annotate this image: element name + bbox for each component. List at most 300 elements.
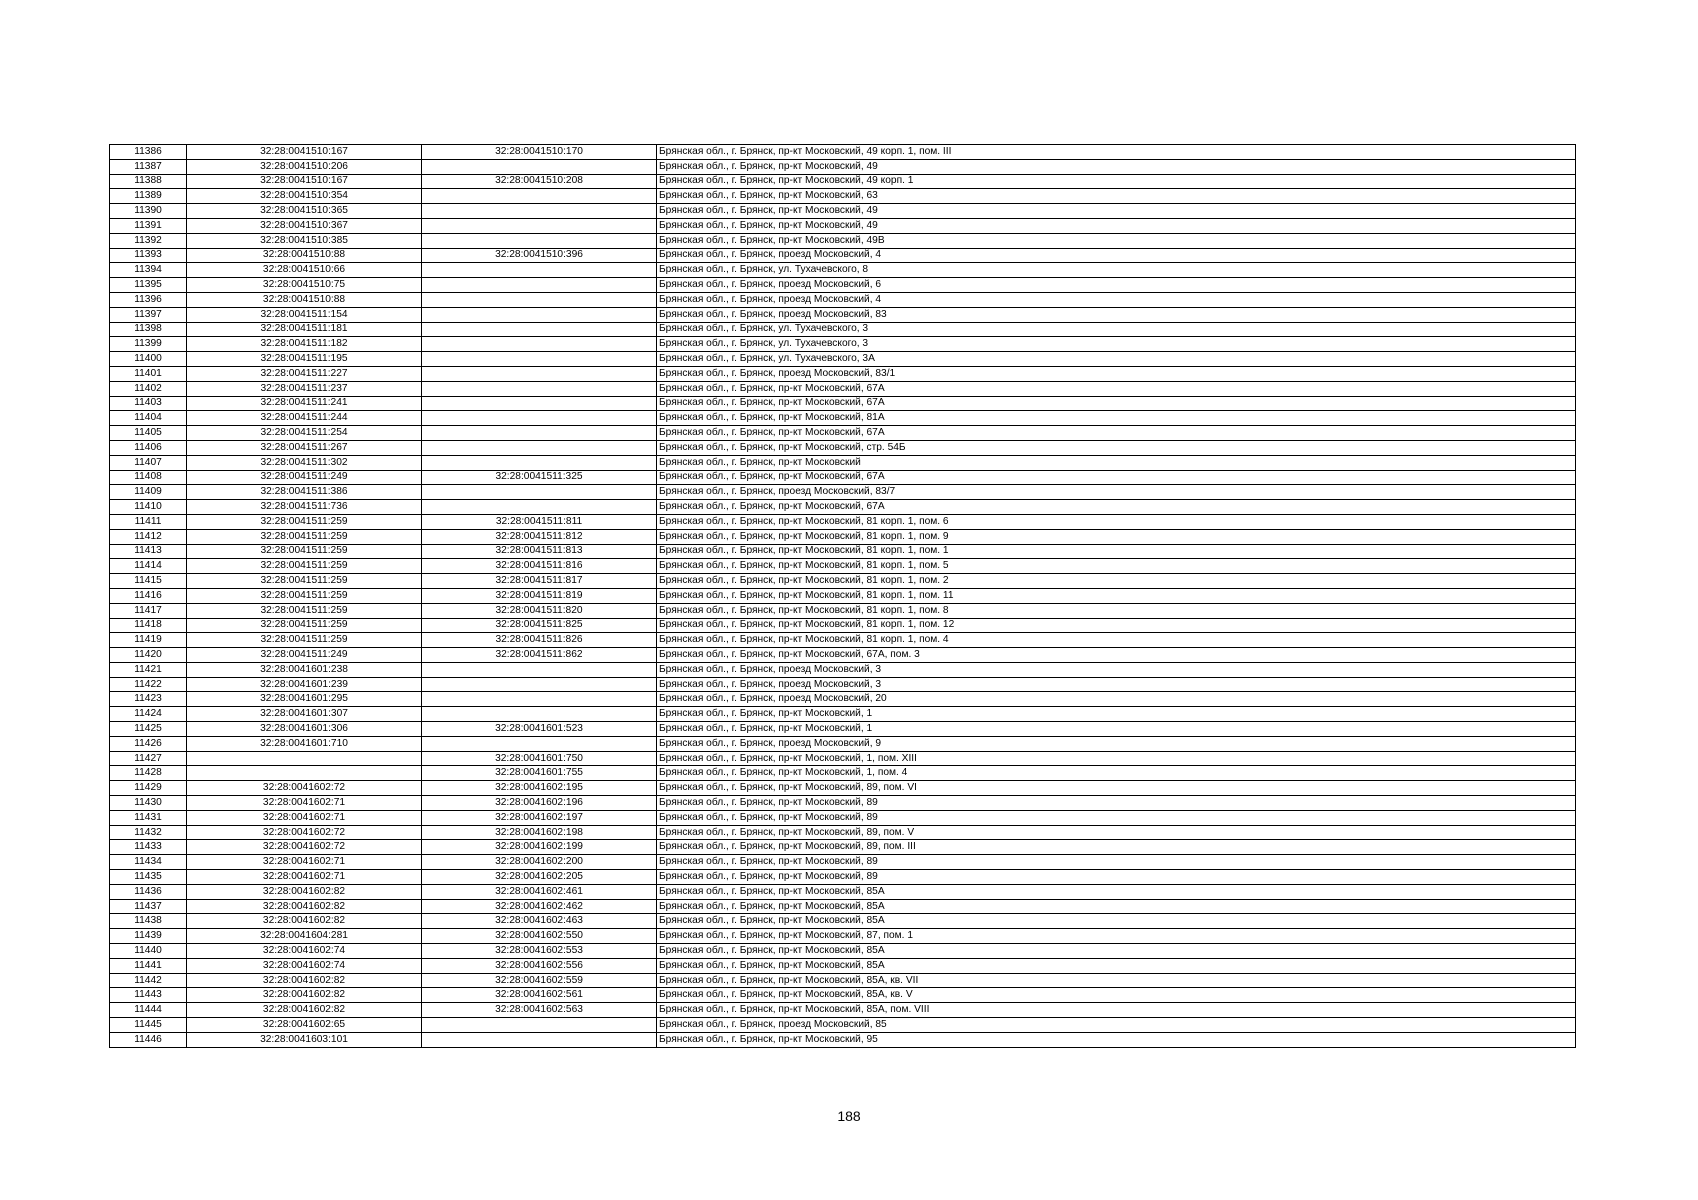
- table-row: [110, 1018, 1576, 1033]
- table-row: [110, 603, 1576, 618]
- table-row: [110, 1003, 1576, 1018]
- row-number-cell: 11389: [110, 189, 187, 204]
- address-cell: Брянская обл., г. Брянск, пр-кт Московский, 89, пом. III: [657, 840, 1576, 855]
- table-row: [110, 929, 1576, 944]
- table-row: [110, 722, 1576, 737]
- row-number-cell: 11438: [110, 914, 187, 929]
- table-row: [110, 529, 1576, 544]
- object-cadastral-number-cell: 32:28:0041511:826: [422, 633, 657, 648]
- address-cell: Брянская обл., г. Брянск, пр-кт Московский, 67А: [657, 396, 1576, 411]
- row-number-cell: 11392: [110, 233, 187, 248]
- parcel-cadastral-number-cell: 32:28:0041602:72: [187, 781, 422, 796]
- parcel-cadastral-number-cell: 32:28:0041602:82: [187, 914, 422, 929]
- row-number-cell: 11432: [110, 825, 187, 840]
- address-cell: Брянская обл., г. Брянск, пр-кт Московский, 81 корп. 1, пом. 2: [657, 574, 1576, 589]
- address-cell: Брянская обл., г. Брянск, пр-кт Московский, 1, пом. XIII: [657, 751, 1576, 766]
- row-number-cell: 11415: [110, 574, 187, 589]
- parcel-cadastral-number-cell: 32:28:0041602:71: [187, 855, 422, 870]
- object-cadastral-number-cell: 32:28:0041601:750: [422, 751, 657, 766]
- address-cell: Брянская обл., г. Брянск, пр-кт Московский, 81А: [657, 411, 1576, 426]
- row-number-cell: 11394: [110, 263, 187, 278]
- object-cadastral-number-cell: 32:28:0041511:817: [422, 574, 657, 589]
- object-cadastral-number-cell: [422, 233, 657, 248]
- address-cell: Брянская обл., г. Брянск, пр-кт Московский, 81 корп. 1, пом. 4: [657, 633, 1576, 648]
- parcel-cadastral-number-cell: 32:28:0041602:82: [187, 899, 422, 914]
- row-number-cell: 11436: [110, 884, 187, 899]
- table-row: [110, 278, 1576, 293]
- address-cell: Брянская обл., г. Брянск, пр-кт Московский, 49 корп. 1, пом. III: [657, 145, 1576, 160]
- row-number-cell: 11414: [110, 559, 187, 574]
- address-cell: Брянская обл., г. Брянск, пр-кт Московский, 87, пом. 1: [657, 929, 1576, 944]
- table-row: [110, 292, 1576, 307]
- object-cadastral-number-cell: 32:28:0041602:556: [422, 958, 657, 973]
- parcel-cadastral-number-cell: 32:28:0041511:259: [187, 618, 422, 633]
- row-number-cell: 11410: [110, 500, 187, 515]
- object-cadastral-number-cell: 32:28:0041510:396: [422, 248, 657, 263]
- parcel-cadastral-number-cell: 32:28:0041511:259: [187, 514, 422, 529]
- address-cell: Брянская обл., г. Брянск, пр-кт Московский, 85А, кв. VII: [657, 973, 1576, 988]
- object-cadastral-number-cell: [422, 204, 657, 219]
- address-cell: Брянская обл., г. Брянск, пр-кт Московский, 89: [657, 810, 1576, 825]
- object-cadastral-number-cell: 32:28:0041511:819: [422, 588, 657, 603]
- table-row: [110, 692, 1576, 707]
- address-cell: Брянская обл., г. Брянск, пр-кт Московский, 49: [657, 159, 1576, 174]
- table-row: [110, 366, 1576, 381]
- object-cadastral-number-cell: [422, 352, 657, 367]
- table-row: [110, 544, 1576, 559]
- row-number-cell: 11417: [110, 603, 187, 618]
- parcel-cadastral-number-cell: 32:28:0041511:259: [187, 603, 422, 618]
- parcel-cadastral-number-cell: 32:28:0041511:227: [187, 366, 422, 381]
- table-row: [110, 485, 1576, 500]
- row-number-cell: 11437: [110, 899, 187, 914]
- row-number-cell: 11388: [110, 174, 187, 189]
- address-cell: Брянская обл., г. Брянск, пр-кт Московский, 81 корп. 1, пом. 12: [657, 618, 1576, 633]
- address-cell: Брянская обл., г. Брянск, ул. Тухачевского, 3: [657, 322, 1576, 337]
- table-row: [110, 988, 1576, 1003]
- address-cell: Брянская обл., г. Брянск, проезд Московский, 83: [657, 307, 1576, 322]
- parcel-cadastral-number-cell: 32:28:0041510:206: [187, 159, 422, 174]
- page-number: 188: [837, 1108, 861, 1124]
- address-cell: Брянская обл., г. Брянск, проезд Московский, 85: [657, 1018, 1576, 1033]
- table-row: [110, 574, 1576, 589]
- row-number-cell: 11386: [110, 145, 187, 160]
- object-cadastral-number-cell: [422, 500, 657, 515]
- parcel-cadastral-number-cell: 32:28:0041602:72: [187, 840, 422, 855]
- parcel-cadastral-number-cell: 32:28:0041602:82: [187, 973, 422, 988]
- object-cadastral-number-cell: 32:28:0041602:205: [422, 870, 657, 885]
- object-cadastral-number-cell: 32:28:0041602:463: [422, 914, 657, 929]
- object-cadastral-number-cell: [422, 440, 657, 455]
- table-row: [110, 322, 1576, 337]
- table-row: [110, 944, 1576, 959]
- row-number-cell: 11387: [110, 159, 187, 174]
- table-row: [110, 796, 1576, 811]
- address-cell: Брянская обл., г. Брянск, пр-кт Московский, 89: [657, 870, 1576, 885]
- object-cadastral-number-cell: 32:28:0041602:461: [422, 884, 657, 899]
- parcel-cadastral-number-cell: 32:28:0041511:249: [187, 648, 422, 663]
- object-cadastral-number-cell: [422, 426, 657, 441]
- parcel-cadastral-number-cell: 32:28:0041602:82: [187, 1003, 422, 1018]
- row-number-cell: 11430: [110, 796, 187, 811]
- row-number-cell: 11420: [110, 648, 187, 663]
- table-row: [110, 189, 1576, 204]
- table-row: [110, 781, 1576, 796]
- row-number-cell: 11399: [110, 337, 187, 352]
- table-row: [110, 307, 1576, 322]
- object-cadastral-number-cell: 32:28:0041510:170: [422, 145, 657, 160]
- row-number-cell: 11426: [110, 736, 187, 751]
- parcel-cadastral-number-cell: 32:28:0041511:254: [187, 426, 422, 441]
- parcel-cadastral-number-cell: 32:28:0041510:365: [187, 204, 422, 219]
- table-row: [110, 633, 1576, 648]
- address-cell: Брянская обл., г. Брянск, проезд Московский, 3: [657, 677, 1576, 692]
- object-cadastral-number-cell: 32:28:0041602:563: [422, 1003, 657, 1018]
- parcel-cadastral-number-cell: 32:28:0041601:295: [187, 692, 422, 707]
- parcel-cadastral-number-cell: 32:28:0041601:307: [187, 707, 422, 722]
- table-row: [110, 766, 1576, 781]
- parcel-cadastral-number-cell: 32:28:0041602:74: [187, 944, 422, 959]
- object-cadastral-number-cell: [422, 396, 657, 411]
- row-number-cell: 11416: [110, 588, 187, 603]
- row-number-cell: 11402: [110, 381, 187, 396]
- table-row: [110, 648, 1576, 663]
- address-cell: Брянская обл., г. Брянск, пр-кт Московский, 67А: [657, 381, 1576, 396]
- parcel-cadastral-number-cell: 32:28:0041602:82: [187, 884, 422, 899]
- table-row: [110, 218, 1576, 233]
- object-cadastral-number-cell: 32:28:0041602:199: [422, 840, 657, 855]
- address-cell: Брянская обл., г. Брянск, проезд Московский, 4: [657, 248, 1576, 263]
- parcel-cadastral-number-cell: 32:28:0041511:259: [187, 529, 422, 544]
- object-cadastral-number-cell: 32:28:0041602:462: [422, 899, 657, 914]
- object-cadastral-number-cell: [422, 278, 657, 293]
- table-row: [110, 618, 1576, 633]
- object-cadastral-number-cell: 32:28:0041601:755: [422, 766, 657, 781]
- object-cadastral-number-cell: [422, 455, 657, 470]
- object-cadastral-number-cell: [422, 662, 657, 677]
- parcel-cadastral-number-cell: 32:28:0041511:241: [187, 396, 422, 411]
- register-table-body: [110, 145, 1576, 1048]
- parcel-cadastral-number-cell: 32:28:0041602:71: [187, 796, 422, 811]
- address-cell: Брянская обл., г. Брянск, пр-кт Московский, 85А: [657, 914, 1576, 929]
- table-row: [110, 973, 1576, 988]
- parcel-cadastral-number-cell: 32:28:0041511:259: [187, 544, 422, 559]
- row-number-cell: 11391: [110, 218, 187, 233]
- table-row: [110, 662, 1576, 677]
- row-number-cell: 11425: [110, 722, 187, 737]
- table-row: [110, 381, 1576, 396]
- object-cadastral-number-cell: [422, 337, 657, 352]
- address-cell: Брянская обл., г. Брянск, пр-кт Московский, 67А: [657, 500, 1576, 515]
- row-number-cell: 11435: [110, 870, 187, 885]
- parcel-cadastral-number-cell: 32:28:0041511:259: [187, 559, 422, 574]
- parcel-cadastral-number-cell: 32:28:0041511:237: [187, 381, 422, 396]
- address-cell: Брянская обл., г. Брянск, проезд Московский, 9: [657, 736, 1576, 751]
- object-cadastral-number-cell: 32:28:0041511:820: [422, 603, 657, 618]
- object-cadastral-number-cell: [422, 707, 657, 722]
- table-row: [110, 840, 1576, 855]
- object-cadastral-number-cell: [422, 381, 657, 396]
- table-row: [110, 914, 1576, 929]
- object-cadastral-number-cell: 32:28:0041511:325: [422, 470, 657, 485]
- parcel-cadastral-number-cell: 32:28:0041510:367: [187, 218, 422, 233]
- address-cell: Брянская обл., г. Брянск, пр-кт Московский, 85А: [657, 944, 1576, 959]
- address-cell: Брянская обл., г. Брянск, пр-кт Московский, 95: [657, 1032, 1576, 1047]
- address-cell: Брянская обл., г. Брянск, пр-кт Московский, 81 корп. 1, пом. 9: [657, 529, 1576, 544]
- row-number-cell: 11434: [110, 855, 187, 870]
- row-number-cell: 11421: [110, 662, 187, 677]
- row-number-cell: 11433: [110, 840, 187, 855]
- table-row: [110, 751, 1576, 766]
- address-cell: Брянская обл., г. Брянск, проезд Московский, 3: [657, 662, 1576, 677]
- object-cadastral-number-cell: 32:28:0041602:200: [422, 855, 657, 870]
- object-cadastral-number-cell: [422, 218, 657, 233]
- row-number-cell: 11390: [110, 204, 187, 219]
- parcel-cadastral-number-cell: [187, 751, 422, 766]
- object-cadastral-number-cell: 32:28:0041511:862: [422, 648, 657, 663]
- table-row: [110, 411, 1576, 426]
- address-cell: Брянская обл., г. Брянск, пр-кт Московский, 85А, кв. V: [657, 988, 1576, 1003]
- object-cadastral-number-cell: [422, 366, 657, 381]
- parcel-cadastral-number-cell: 32:28:0041602:65: [187, 1018, 422, 1033]
- object-cadastral-number-cell: [422, 189, 657, 204]
- object-cadastral-number-cell: 32:28:0041602:553: [422, 944, 657, 959]
- object-cadastral-number-cell: [422, 1032, 657, 1047]
- table-row: [110, 736, 1576, 751]
- address-cell: Брянская обл., г. Брянск, проезд Московский, 83/7: [657, 485, 1576, 500]
- parcel-cadastral-number-cell: 32:28:0041511:195: [187, 352, 422, 367]
- parcel-cadastral-number-cell: 32:28:0041510:75: [187, 278, 422, 293]
- address-cell: Брянская обл., г. Брянск, пр-кт Московский, 81 корп. 1, пом. 8: [657, 603, 1576, 618]
- table-row: [110, 1032, 1576, 1047]
- row-number-cell: 11441: [110, 958, 187, 973]
- table-row: [110, 810, 1576, 825]
- table-row: [110, 958, 1576, 973]
- address-cell: Брянская обл., г. Брянск, пр-кт Московский, 49: [657, 204, 1576, 219]
- address-cell: Брянская обл., г. Брянск, пр-кт Московский, 63: [657, 189, 1576, 204]
- parcel-cadastral-number-cell: [187, 766, 422, 781]
- row-number-cell: 11443: [110, 988, 187, 1003]
- table-row: [110, 855, 1576, 870]
- row-number-cell: 11401: [110, 366, 187, 381]
- table-row: [110, 248, 1576, 263]
- parcel-cadastral-number-cell: 32:28:0041511:182: [187, 337, 422, 352]
- parcel-cadastral-number-cell: 32:28:0041511:302: [187, 455, 422, 470]
- table-row: [110, 263, 1576, 278]
- row-number-cell: 11444: [110, 1003, 187, 1018]
- parcel-cadastral-number-cell: 32:28:0041510:88: [187, 248, 422, 263]
- address-cell: Брянская обл., г. Брянск, пр-кт Московский, 1: [657, 722, 1576, 737]
- address-cell: Брянская обл., г. Брянск, пр-кт Московский: [657, 455, 1576, 470]
- parcel-cadastral-number-cell: 32:28:0041511:386: [187, 485, 422, 500]
- row-number-cell: 11423: [110, 692, 187, 707]
- row-number-cell: 11431: [110, 810, 187, 825]
- parcel-cadastral-number-cell: 32:28:0041511:154: [187, 307, 422, 322]
- table-row: [110, 455, 1576, 470]
- address-cell: Брянская обл., г. Брянск, пр-кт Московский, 81 корп. 1, пом. 5: [657, 559, 1576, 574]
- parcel-cadastral-number-cell: 32:28:0041510:66: [187, 263, 422, 278]
- parcel-cadastral-number-cell: 32:28:0041511:267: [187, 440, 422, 455]
- address-cell: Брянская обл., г. Брянск, проезд Московский, 4: [657, 292, 1576, 307]
- row-number-cell: 11429: [110, 781, 187, 796]
- object-cadastral-number-cell: [422, 411, 657, 426]
- table-row: [110, 440, 1576, 455]
- table-row: [110, 145, 1576, 160]
- row-number-cell: 11439: [110, 929, 187, 944]
- parcel-cadastral-number-cell: 32:28:0041510:167: [187, 145, 422, 160]
- object-cadastral-number-cell: 32:28:0041602:550: [422, 929, 657, 944]
- row-number-cell: 11395: [110, 278, 187, 293]
- row-number-cell: 11427: [110, 751, 187, 766]
- table-row: [110, 588, 1576, 603]
- row-number-cell: 11400: [110, 352, 187, 367]
- object-cadastral-number-cell: 32:28:0041602:195: [422, 781, 657, 796]
- address-cell: Брянская обл., г. Брянск, пр-кт Московский, 85А: [657, 958, 1576, 973]
- table-row: [110, 426, 1576, 441]
- row-number-cell: 11396: [110, 292, 187, 307]
- object-cadastral-number-cell: 32:28:0041511:812: [422, 529, 657, 544]
- object-cadastral-number-cell: [422, 736, 657, 751]
- parcel-cadastral-number-cell: 32:28:0041604:281: [187, 929, 422, 944]
- table-row: [110, 514, 1576, 529]
- table-row: [110, 677, 1576, 692]
- row-number-cell: 11445: [110, 1018, 187, 1033]
- address-cell: Брянская обл., г. Брянск, пр-кт Московский, 89: [657, 855, 1576, 870]
- object-cadastral-number-cell: 32:28:0041511:813: [422, 544, 657, 559]
- parcel-cadastral-number-cell: 32:28:0041602:72: [187, 825, 422, 840]
- parcel-cadastral-number-cell: 32:28:0041601:238: [187, 662, 422, 677]
- parcel-cadastral-number-cell: 32:28:0041511:259: [187, 574, 422, 589]
- address-cell: Брянская обл., г. Брянск, проезд Московский, 20: [657, 692, 1576, 707]
- row-number-cell: 11428: [110, 766, 187, 781]
- address-cell: Брянская обл., г. Брянск, пр-кт Московский, 49В: [657, 233, 1576, 248]
- row-number-cell: 11446: [110, 1032, 187, 1047]
- table-row: [110, 396, 1576, 411]
- table-row: [110, 470, 1576, 485]
- object-cadastral-number-cell: 32:28:0041601:523: [422, 722, 657, 737]
- parcel-cadastral-number-cell: 32:28:0041603:101: [187, 1032, 422, 1047]
- object-cadastral-number-cell: 32:28:0041602:561: [422, 988, 657, 1003]
- row-number-cell: 11405: [110, 426, 187, 441]
- parcel-cadastral-number-cell: 32:28:0041510:354: [187, 189, 422, 204]
- table-row: [110, 233, 1576, 248]
- address-cell: Брянская обл., г. Брянск, пр-кт Московский, 89, пом. V: [657, 825, 1576, 840]
- parcel-cadastral-number-cell: 32:28:0041601:239: [187, 677, 422, 692]
- object-cadastral-number-cell: [422, 292, 657, 307]
- object-cadastral-number-cell: 32:28:0041602:196: [422, 796, 657, 811]
- address-cell: Брянская обл., г. Брянск, пр-кт Московский, 1, пом. 4: [657, 766, 1576, 781]
- object-cadastral-number-cell: 32:28:0041511:825: [422, 618, 657, 633]
- table-row: [110, 174, 1576, 189]
- parcel-cadastral-number-cell: 32:28:0041602:82: [187, 988, 422, 1003]
- row-number-cell: 11412: [110, 529, 187, 544]
- parcel-cadastral-number-cell: 32:28:0041510:385: [187, 233, 422, 248]
- table-row: [110, 707, 1576, 722]
- address-cell: Брянская обл., г. Брянск, пр-кт Московский, 89, пом. VI: [657, 781, 1576, 796]
- row-number-cell: 11419: [110, 633, 187, 648]
- row-number-cell: 11393: [110, 248, 187, 263]
- table-row: [110, 500, 1576, 515]
- object-cadastral-number-cell: 32:28:0041511:811: [422, 514, 657, 529]
- table-row: [110, 870, 1576, 885]
- parcel-cadastral-number-cell: 32:28:0041511:244: [187, 411, 422, 426]
- address-cell: Брянская обл., г. Брянск, пр-кт Московский, 67А: [657, 426, 1576, 441]
- property-register-table: [109, 144, 1576, 1048]
- address-cell: Брянская обл., г. Брянск, пр-кт Московский, 81 корп. 1, пом. 1: [657, 544, 1576, 559]
- row-number-cell: 11413: [110, 544, 187, 559]
- table-row: [110, 884, 1576, 899]
- object-cadastral-number-cell: [422, 322, 657, 337]
- address-cell: Брянская обл., г. Брянск, пр-кт Московский, 67А: [657, 470, 1576, 485]
- row-number-cell: 11422: [110, 677, 187, 692]
- object-cadastral-number-cell: [422, 1018, 657, 1033]
- object-cadastral-number-cell: 32:28:0041510:208: [422, 174, 657, 189]
- parcel-cadastral-number-cell: 32:28:0041602:74: [187, 958, 422, 973]
- address-cell: Брянская обл., г. Брянск, пр-кт Московский, 89: [657, 796, 1576, 811]
- address-cell: Брянская обл., г. Брянск, ул. Тухачевского, 3: [657, 337, 1576, 352]
- address-cell: Брянская обл., г. Брянск, пр-кт Московский, 1: [657, 707, 1576, 722]
- parcel-cadastral-number-cell: 32:28:0041602:71: [187, 810, 422, 825]
- row-number-cell: 11440: [110, 944, 187, 959]
- row-number-cell: 11397: [110, 307, 187, 322]
- parcel-cadastral-number-cell: 32:28:0041511:259: [187, 588, 422, 603]
- row-number-cell: 11411: [110, 514, 187, 529]
- table-row: [110, 159, 1576, 174]
- address-cell: Брянская обл., г. Брянск, ул. Тухачевского, 3А: [657, 352, 1576, 367]
- object-cadastral-number-cell: [422, 677, 657, 692]
- address-cell: Брянская обл., г. Брянск, пр-кт Московский, 85А: [657, 884, 1576, 899]
- table-row: [110, 352, 1576, 367]
- row-number-cell: 11442: [110, 973, 187, 988]
- parcel-cadastral-number-cell: 32:28:0041510:167: [187, 174, 422, 189]
- parcel-cadastral-number-cell: 32:28:0041511:259: [187, 633, 422, 648]
- address-cell: Брянская обл., г. Брянск, пр-кт Московский, 67А, пом. 3: [657, 648, 1576, 663]
- parcel-cadastral-number-cell: 32:28:0041511:736: [187, 500, 422, 515]
- row-number-cell: 11404: [110, 411, 187, 426]
- object-cadastral-number-cell: 32:28:0041602:559: [422, 973, 657, 988]
- row-number-cell: 11409: [110, 485, 187, 500]
- table-row: [110, 204, 1576, 219]
- object-cadastral-number-cell: [422, 159, 657, 174]
- row-number-cell: 11407: [110, 455, 187, 470]
- object-cadastral-number-cell: 32:28:0041511:816: [422, 559, 657, 574]
- parcel-cadastral-number-cell: 32:28:0041510:88: [187, 292, 422, 307]
- parcel-cadastral-number-cell: 32:28:0041511:181: [187, 322, 422, 337]
- object-cadastral-number-cell: [422, 692, 657, 707]
- row-number-cell: 11424: [110, 707, 187, 722]
- address-cell: Брянская обл., г. Брянск, пр-кт Московский, стр. 54Б: [657, 440, 1576, 455]
- parcel-cadastral-number-cell: 32:28:0041601:710: [187, 736, 422, 751]
- row-number-cell: 11403: [110, 396, 187, 411]
- table-row: [110, 899, 1576, 914]
- table-row: [110, 559, 1576, 574]
- row-number-cell: 11418: [110, 618, 187, 633]
- address-cell: Брянская обл., г. Брянск, пр-кт Московский, 85А, пом. VIII: [657, 1003, 1576, 1018]
- object-cadastral-number-cell: 32:28:0041602:197: [422, 810, 657, 825]
- object-cadastral-number-cell: [422, 263, 657, 278]
- address-cell: Брянская обл., г. Брянск, проезд Московский, 6: [657, 278, 1576, 293]
- address-cell: Брянская обл., г. Брянск, проезд Московский, 83/1: [657, 366, 1576, 381]
- table-row: [110, 337, 1576, 352]
- row-number-cell: 11398: [110, 322, 187, 337]
- object-cadastral-number-cell: [422, 307, 657, 322]
- parcel-cadastral-number-cell: 32:28:0041602:71: [187, 870, 422, 885]
- object-cadastral-number-cell: 32:28:0041602:198: [422, 825, 657, 840]
- address-cell: Брянская обл., г. Брянск, пр-кт Московский, 81 корп. 1, пом. 11: [657, 588, 1576, 603]
- table-row: [110, 825, 1576, 840]
- address-cell: Брянская обл., г. Брянск, ул. Тухачевского, 8: [657, 263, 1576, 278]
- object-cadastral-number-cell: [422, 485, 657, 500]
